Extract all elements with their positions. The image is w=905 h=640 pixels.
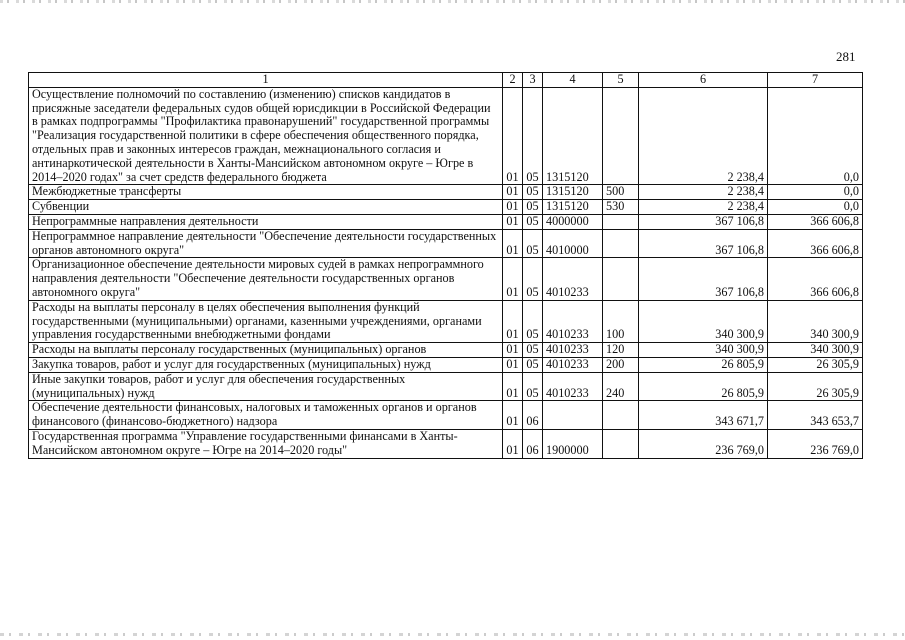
row-section: 01 [503, 200, 523, 215]
row-section: 01 [503, 343, 523, 358]
row-target-article: 4010233 [543, 372, 603, 401]
header-cell: 2 [503, 73, 523, 88]
row-amount-col7: 0,0 [768, 87, 863, 185]
row-subsection: 05 [523, 343, 543, 358]
header-cell: 6 [639, 73, 768, 88]
row-amount-col6: 26 805,9 [639, 372, 768, 401]
row-target-article: 1315120 [543, 185, 603, 200]
row-section: 01 [503, 214, 523, 229]
row-amount-col6: 2 238,4 [639, 185, 768, 200]
row-name: Расходы на выплаты персоналу государственных (муниципальных) органов [29, 343, 503, 358]
row-section: 01 [503, 229, 523, 258]
table-row [29, 200, 863, 215]
row-amount-col7: 26 305,9 [768, 357, 863, 372]
scan-edge-top [0, 0, 905, 3]
row-name: Обеспечение деятельности финансовых, налоговых и таможенных органов и органов финансового (финансово-бюджетного) надзора [29, 401, 503, 430]
table-row [29, 357, 863, 372]
row-amount-col6: 367 106,8 [639, 214, 768, 229]
row-amount-col7: 366 606,8 [768, 258, 863, 300]
table-row [29, 87, 863, 185]
row-amount-col7: 340 300,9 [768, 300, 863, 342]
row-amount-col6: 26 805,9 [639, 357, 768, 372]
row-amount-col6: 343 671,7 [639, 401, 768, 430]
row-name: Непрограммные направления деятельности [29, 214, 503, 229]
row-section: 01 [503, 401, 523, 430]
row-amount-col7: 236 769,0 [768, 429, 863, 458]
row-expense-type: 100 [603, 300, 639, 342]
row-expense-type [603, 214, 639, 229]
header-cell: 3 [523, 73, 543, 88]
scan-edge-bottom [0, 633, 905, 636]
row-name: Иные закупки товаров, работ и услуг для обеспечения государственных (муниципальных) нужд [29, 372, 503, 401]
row-section: 01 [503, 357, 523, 372]
row-section: 01 [503, 258, 523, 300]
header-cell: 7 [768, 73, 863, 88]
row-amount-col7: 366 606,8 [768, 229, 863, 258]
row-amount-col7: 366 606,8 [768, 214, 863, 229]
row-name: Расходы на выплаты персоналу в целях обеспечения выполнения функций государственными (муниципальными) органами, казенными учреждениями, органами управления государственными внебюджетными фондами [29, 300, 503, 342]
row-amount-col6: 367 106,8 [639, 229, 768, 258]
row-amount-col6: 2 238,4 [639, 87, 768, 185]
row-subsection: 05 [523, 200, 543, 215]
table-row [29, 229, 863, 258]
row-target-article: 4010233 [543, 343, 603, 358]
row-name: Субвенции [29, 200, 503, 215]
row-target-article: 1900000 [543, 429, 603, 458]
row-expense-type [603, 258, 639, 300]
header-cell: 5 [603, 73, 639, 88]
header-cell: 1 [29, 73, 503, 88]
table-row [29, 185, 863, 200]
row-amount-col7: 343 653,7 [768, 401, 863, 430]
row-name: Межбюджетные трансферты [29, 185, 503, 200]
table-header-row [29, 73, 863, 88]
table-row [29, 343, 863, 358]
row-expense-type: 240 [603, 372, 639, 401]
row-subsection: 05 [523, 300, 543, 342]
row-expense-type [603, 429, 639, 458]
table-row [29, 300, 863, 342]
row-section: 01 [503, 87, 523, 185]
row-target-article: 4000000 [543, 214, 603, 229]
row-target-article: 4010000 [543, 229, 603, 258]
row-subsection: 06 [523, 429, 543, 458]
row-expense-type: 200 [603, 357, 639, 372]
table-row [29, 429, 863, 458]
row-name: Организационное обеспечение деятельности мировых судей в рамках непрограммного направления деятельности "Обеспечение деятельности государственных органов автономного округа" [29, 258, 503, 300]
row-target-article: 4010233 [543, 258, 603, 300]
row-amount-col7: 0,0 [768, 185, 863, 200]
row-subsection: 06 [523, 401, 543, 430]
header-cell: 4 [543, 73, 603, 88]
row-amount-col7: 340 300,9 [768, 343, 863, 358]
row-subsection: 05 [523, 357, 543, 372]
row-target-article: 4010233 [543, 357, 603, 372]
row-expense-type: 500 [603, 185, 639, 200]
row-amount-col6: 340 300,9 [639, 343, 768, 358]
row-amount-col6: 367 106,8 [639, 258, 768, 300]
row-section: 01 [503, 185, 523, 200]
row-name: Закупка товаров, работ и услуг для государственных (муниципальных) нужд [29, 357, 503, 372]
row-expense-type [603, 87, 639, 185]
row-subsection: 05 [523, 258, 543, 300]
table-row [29, 258, 863, 300]
row-subsection: 05 [523, 87, 543, 185]
table-row [29, 214, 863, 229]
row-expense-type: 530 [603, 200, 639, 215]
table-row [29, 372, 863, 401]
row-target-article: 4010233 [543, 300, 603, 342]
row-expense-type [603, 401, 639, 430]
row-name: Осуществление полномочий по составлению (изменению) списков кандидатов в присяжные заседатели федеральных судов общей юрисдикции в Российской Федерации в рамках подпрограммы "Профилактика правонарушений" государственной программы "Реализация государственной политики в сфере обеспечения общественного порядка, отдельных прав и законных интересов граждан, межнационального согласия и антинаркотической деятельности в Ханты-Мансийском автономном округе – Югре в 2014–2020 годах" за счет средств федерального бюджета [29, 87, 503, 185]
row-name: Непрограммное направление деятельности "Обеспечение деятельности государственных органов автономного округа" [29, 229, 503, 258]
budget-table [28, 72, 863, 459]
table-row [29, 401, 863, 430]
row-amount-col7: 26 305,9 [768, 372, 863, 401]
row-section: 01 [503, 372, 523, 401]
row-target-article: 1315120 [543, 200, 603, 215]
row-amount-col6: 340 300,9 [639, 300, 768, 342]
row-amount-col6: 2 238,4 [639, 200, 768, 215]
row-subsection: 05 [523, 185, 543, 200]
row-expense-type: 120 [603, 343, 639, 358]
row-subsection: 05 [523, 372, 543, 401]
row-subsection: 05 [523, 214, 543, 229]
row-section: 01 [503, 300, 523, 342]
row-amount-col6: 236 769,0 [639, 429, 768, 458]
row-subsection: 05 [523, 229, 543, 258]
row-expense-type [603, 229, 639, 258]
row-name: Государственная программа "Управление государственными финансами в Ханты-Мансийском автономном округе – Югре на 2014–2020 годы" [29, 429, 503, 458]
row-amount-col7: 0,0 [768, 200, 863, 215]
page-number: 281 [836, 49, 856, 64]
row-target-article: 1315120 [543, 87, 603, 185]
row-target-article [543, 401, 603, 430]
row-section: 01 [503, 429, 523, 458]
